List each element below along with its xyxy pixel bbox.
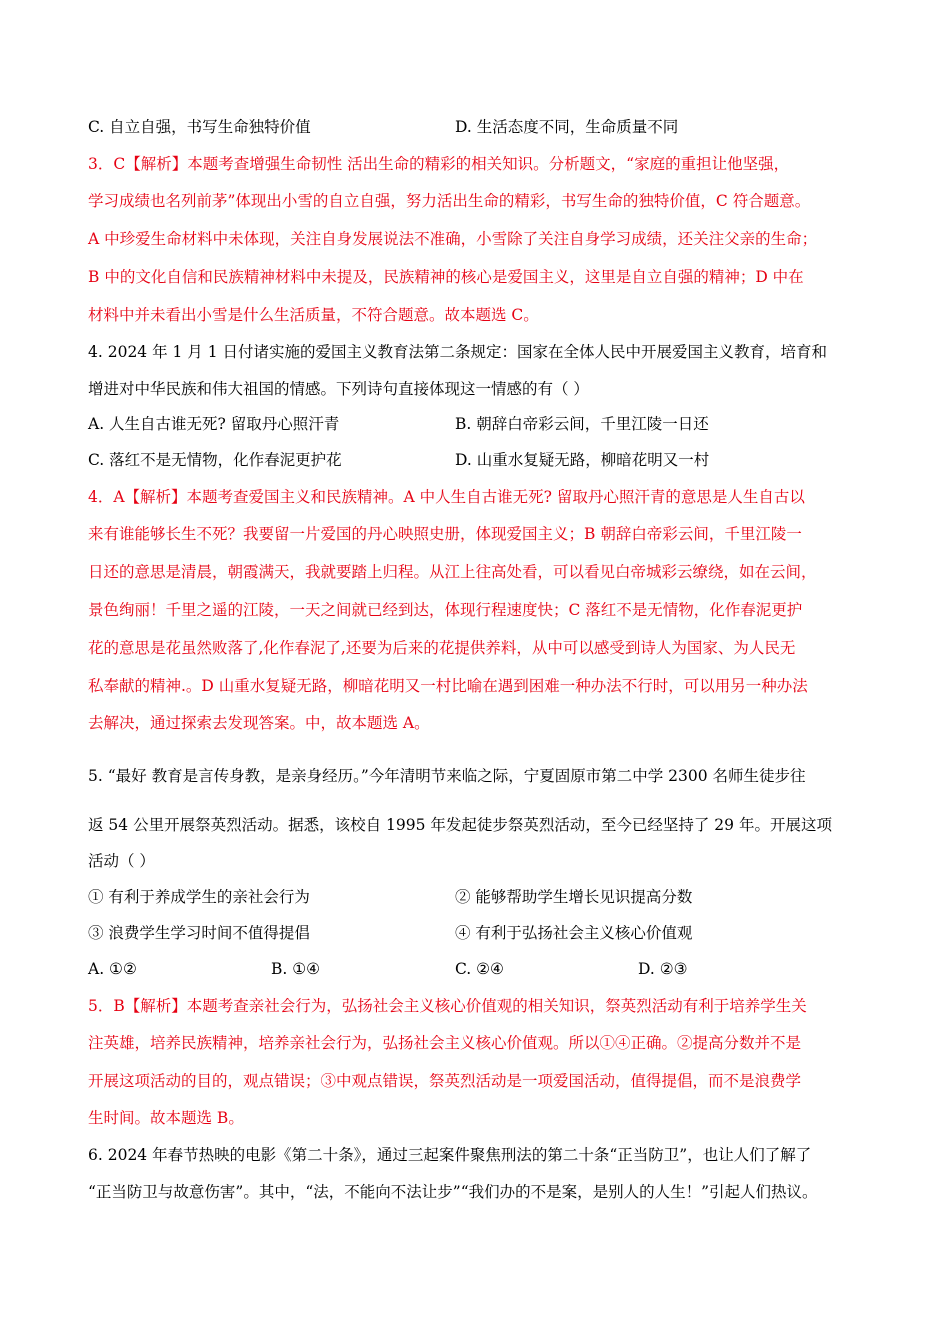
q5-statement-4: ④ 有利于弘扬社会主义核心价值观	[455, 924, 693, 942]
q3-analysis-line: 材料中并未看出小雪是什么生活质量，不符合题意。故本题选 C。	[88, 306, 539, 324]
q5-analysis-line: 生时间。故本题选 B。	[88, 1109, 244, 1127]
q3-analysis-line: A 中珍爱生命材料中未体现，关注自身发展说法不准确，小雪除了关注自身学习成绩，还关注父亲的生命；	[88, 230, 818, 248]
q4-analysis-line: 来有谁能够长生不死？我要留一片爱国的丹心映照史册，体现爱国主义；B 朝辞白帝彩云间，千里江陵一	[88, 525, 802, 543]
q5-statement-3: ③ 浪费学生学习时间不值得提倡	[88, 924, 310, 942]
q4-analysis-line: 去解决，通过探索去发现答案。中，故本题选 A。	[88, 714, 430, 732]
q5-analysis-line: 注英雄，培养民族精神，培养亲社会行为，弘扬社会主义核心价值观。所以①④正确。②提高分数并不是	[88, 1034, 802, 1052]
q5-analysis-line: 开展这项活动的目的，观点错误；③中观点错误，祭英烈活动是一项爱国活动，值得提倡，而不是浪费学	[88, 1072, 802, 1090]
q5-stem-line: 返 54 公里开展祭英烈活动。据悉，该校自 1995 年发起徒步祭英烈活动，至今已经坚持了 29 年。开展这项	[88, 816, 832, 834]
q4-stem-line: 4. 2024 年 1 月 1 日付诸实施的爱国主义教育法第二条规定：国家在全体人民中开展爱国主义教育，培育和	[88, 343, 828, 361]
q4-analysis-line: 花的意思是花虽然败落了,化作春泥了,还要为后来的花提供养料，从中可以感受到诗人为国家、为人民无	[88, 639, 796, 657]
q5-option-a: A. ①②	[88, 960, 137, 978]
q5-option-c: C. ②④	[455, 960, 504, 978]
q6-stem-line: “正当防卫与故意伤害”。其中，“法，不能向不法让步”“我们办的不是案，是别人的人生！”引起人们热议。	[88, 1183, 818, 1201]
q5-analysis-line: 5．B【解析】本题考查亲社会行为，弘扬社会主义核心价值观的相关知识，祭英烈活动有利于培养学生关	[88, 997, 807, 1015]
q5-statement-2: ② 能够帮助学生增长见识提高分数	[455, 888, 693, 906]
q2-option-c: C. 自立自强，书写生命独特价值	[88, 118, 311, 136]
q5-option-b: B. ①④	[271, 960, 321, 978]
q4-analysis-line: 景色绚丽！千里之遥的江陵，一天之间就已经到达，体现行程速度快；C 落红不是无情物，化作春泥更护	[88, 601, 803, 619]
q3-analysis-line: 学习成绩也名列前茅”体现出小雪的自立自强，努力活出生命的精彩，书写生命的独特价值，C 符合题意。	[88, 192, 811, 210]
q4-analysis-line: 私奉献的精神.。D 山重水复疑无路，柳暗花明又一村比喻在遇到困难一种办法不行时，可以用另一种办法	[88, 677, 808, 695]
q5-option-d: D. ②③	[638, 960, 688, 978]
q4-option-d: D. 山重水复疑无路，柳暗花明又一村	[455, 451, 710, 469]
q5-stem-line: 活动（ ）	[88, 852, 155, 870]
q6-stem-line: 6. 2024 年春节热映的电影《第二十条》，通过三起案件聚焦刑法的第二十条“正当防卫”，也让人们了解了	[88, 1146, 812, 1164]
q2-option-d: D. 生活态度不同，生命质量不同	[455, 118, 679, 136]
q3-analysis-line: 3．C【解析】本题考查增强生命韧性 活出生命的精彩的相关知识。分析题文，“家庭的重担让他坚强，	[88, 155, 790, 173]
q4-option-a: A. 人生自古谁无死? 留取丹心照汗青	[88, 415, 340, 433]
q4-option-b: B. 朝辞白帝彩云间，千里江陵一日还	[455, 415, 709, 433]
q4-stem-line: 增进对中华民族和伟大祖国的情感。下列诗句直接体现这一情感的有（ ）	[88, 380, 589, 398]
q4-analysis-line: 4．A【解析】本题考查爱国主义和民族精神。A 中人生自古谁无死? 留取丹心照汗青的意思是人生自古以	[88, 488, 805, 506]
q4-option-c: C. 落红不是无情物，化作春泥更护花	[88, 451, 342, 469]
q3-analysis-line: B 中的文化自信和民族精神材料中未提及，民族精神的核心是爱国主义，这里是自立自强的精神；D 中在	[88, 268, 804, 286]
q5-statement-1: ① 有利于养成学生的亲社会行为	[88, 888, 310, 906]
q5-stem-line: 5. “最好 教育是言传身教，是亲身经历。”今年清明节来临之际，宁夏固原市第二中学 2300 名师生徒步往	[88, 767, 806, 785]
q4-analysis-line: 日还的意思是清晨，朝霞满天，我就要踏上归程。从江上往高处看，可以看见白帝城彩云缭绕，如在云间，	[88, 563, 817, 581]
